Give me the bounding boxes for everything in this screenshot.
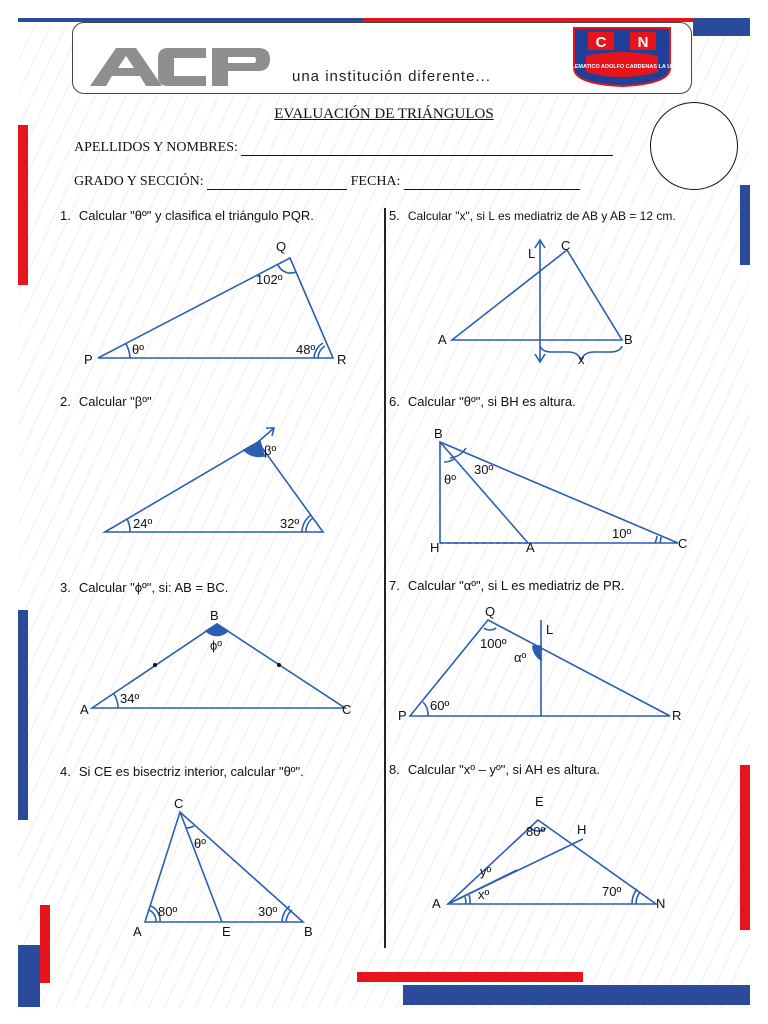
crest-text: EMBLEMATICO ADOLFO CARDENAS LA UNION	[559, 64, 685, 70]
fig5-label-x: x	[578, 352, 585, 367]
fig4-angle-30: 30º	[258, 904, 278, 919]
fig8-angle-y: yº	[480, 864, 492, 879]
fig4-label-b: B	[304, 924, 313, 939]
names-label: APELLIDOS Y NOMBRES:	[74, 140, 238, 155]
fig3-angle-phi: ϕº	[210, 638, 223, 653]
figure-6	[440, 442, 678, 543]
fig3-label-c: C	[342, 702, 352, 717]
fig1-label-r: R	[337, 352, 347, 367]
crest-letter-n: N	[637, 34, 649, 51]
question-5: 5. Calcular "x", si L es mediatriz de AB y AB = 12 cm.	[389, 208, 676, 223]
fig4-label-a: A	[133, 924, 142, 939]
fig8-label-h: H	[577, 822, 587, 837]
fig8-angle-80: 80º	[526, 824, 546, 839]
question-8: 8. Calcular "xº – yº", si AH es altura.	[389, 762, 600, 777]
fig4-angle-80: 80º	[158, 904, 178, 919]
grade-label: GRADO Y SECCIÓN:	[74, 174, 204, 189]
fig7-label-q: Q	[485, 604, 496, 619]
fig5-label-b: B	[624, 332, 633, 347]
fig4-angle-theta: θº	[194, 836, 206, 851]
fig6-label-a: A	[526, 540, 535, 555]
fig5-label-a: A	[438, 332, 447, 347]
fig1-label-q: Q	[276, 239, 287, 254]
fig8-label-a: A	[432, 896, 441, 911]
fig2-angle-beta: βº	[264, 443, 277, 458]
fig7-angle-100: 100º	[480, 636, 507, 651]
fig6-angle-theta: θº	[444, 472, 456, 487]
fig5-label-l: L	[528, 246, 536, 261]
fig1-angle-q: 102º	[256, 272, 283, 287]
question-4: 4. Si CE es bisectriz interior, calcular "θº".	[60, 764, 304, 779]
tagline: una institución diferente...	[292, 68, 491, 85]
fig6-label-c: C	[678, 536, 688, 551]
fig3-label-b: B	[210, 608, 219, 623]
fig6-label-h: H	[430, 540, 440, 555]
fig6-angle-30: 30º	[474, 462, 494, 477]
fig8-label-e: E	[535, 794, 544, 809]
fig7-angle-60: 60º	[430, 698, 450, 713]
question-2: 2. Calcular "βº"	[60, 394, 152, 409]
fig8-label-n: N	[656, 896, 666, 911]
fig6-angle-10: 10º	[612, 526, 632, 541]
page-title: EVALUACIÓN DE TRIÁNGULOS	[274, 106, 494, 122]
fig1-label-p: P	[84, 352, 93, 367]
fig2-angle-32: 32º	[280, 516, 300, 531]
fig2-angle-24: 24º	[133, 516, 153, 531]
date-label: FECHA:	[350, 174, 401, 189]
fig3-angle-34: 34º	[120, 691, 140, 706]
fig3-label-a: A	[80, 702, 89, 717]
question-3: 3. Calcular "ϕº", si: AB = BC.	[60, 580, 229, 595]
question-1: 1. Calcular "θº" y clasifica el triángulo PQR.	[60, 208, 314, 223]
fig6-label-b: B	[434, 426, 443, 441]
fig8-angle-70: 70º	[602, 884, 622, 899]
crest-letter-c: C	[595, 34, 607, 51]
fig7-angle-alpha: αº	[514, 650, 527, 665]
fig7-label-r: R	[672, 708, 682, 723]
fig4-label-c: C	[174, 796, 184, 811]
fig1-angle-r: 48º	[296, 342, 316, 357]
fig4-label-e: E	[222, 924, 231, 939]
fig7-label-l: L	[546, 622, 554, 637]
fig1-angle-p: θº	[132, 342, 144, 357]
figure-5	[452, 240, 622, 362]
question-6: 6. Calcular "θº", si BH es altura.	[389, 394, 576, 409]
fig7-label-p: P	[398, 708, 407, 723]
question-7: 7. Calcular "αº", si L es mediatriz de PR.	[389, 578, 625, 593]
fig8-angle-x: xº	[478, 887, 490, 902]
fig5-label-c: C	[561, 238, 571, 253]
